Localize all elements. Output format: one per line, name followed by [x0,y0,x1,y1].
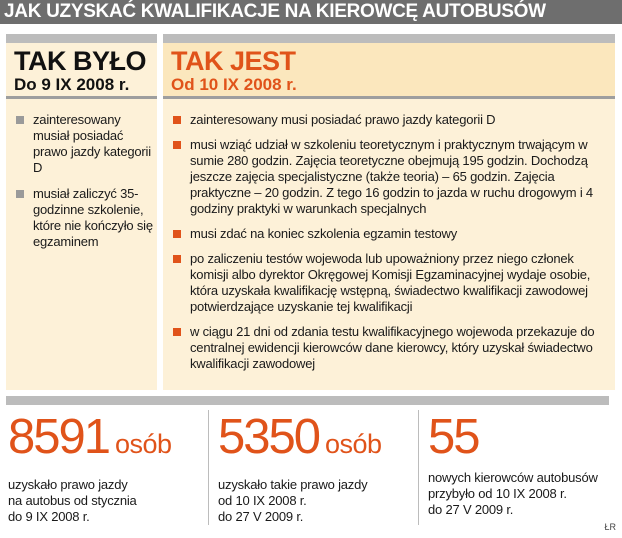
list-item: po zaliczeniu testów wojewoda lub upoważniony przez niego członek komisji albo dyrektor Okręgowej Komisji Egzaminacyjnej wydaje osobie, która uzyskała kwalifikację wstępną, świadectwo kwalifikacji zawodowej potwierdzające uzyskanie tej kwalifikacji [173,251,611,315]
square-bullet-icon [173,255,181,263]
before-list [16,112,154,260]
column-divider [418,410,419,525]
list-item: zainteresowany musiał posiadać prawo jazdy kategorii D [16,112,154,176]
before-panel [6,34,157,390]
stat-description: uzyskało takie prawo jazdy od 10 IX 2008 r. do 27 V 2009 r. [218,477,368,524]
list-item: musi zdać na koniec szkolenia egzamin testowy [173,226,611,242]
list-item: w ciągu 21 dni od zdania testu kwalifikacyjnego wojewoda przekazuje do centralnej ewidencji kierowców dane kierowcy, który uzyskał świadectwo kwalifikacji zawodowej [173,324,611,372]
list-item: musi wziąć udział w szkoleniu teoretycznym i praktycznym trwającym w sumie 280 godzin. Zajęcia teoretyczne obejmują 195 godzin. Dochodzą jeszcze zajęcia specjalistyczne (także teoria) – 65 godzin. Zajęcia praktyczne – 20 godzin. Z tego 16 godzin to jazda w ruchu drogowym i 4 godziny praktyki w warunkach specjalnych [173,137,611,217]
before-title: TAK BYŁO [14,46,146,76]
square-bullet-icon [16,190,24,198]
panel-top-bar [6,34,157,43]
square-bullet-icon [173,141,181,149]
now-heading [163,43,615,99]
panel-top-bar [163,34,615,43]
now-title: TAK JEST [171,46,296,76]
stat-number: 8591 osób [8,410,172,464]
square-bullet-icon [173,116,181,124]
section-divider [6,396,609,405]
stat-before [8,410,172,525]
now-list [173,112,611,381]
square-bullet-icon [16,116,24,124]
stat-number: 55 [428,410,479,464]
page-title: JAK UZYSKAĆ KWALIFIKACJE NA KIEROWCĘ AUTOBUSÓW [0,0,622,24]
list-item: musiał zaliczyć 35-godzinne szkolenie, które nie kończyło się egzaminem [16,186,154,250]
now-subtitle: Od 10 IX 2008 r. [171,75,297,94]
square-bullet-icon [173,230,181,238]
stat-number: 5350 osób [218,410,382,464]
stat-new-drivers [428,410,598,518]
square-bullet-icon [173,328,181,336]
stat-description: nowych kierowców autobusów przybyło od 10 IX 2008 r. do 27 V 2009 r. [428,470,598,517]
list-item: zainteresowany musi posiadać prawo jazdy kategorii D [173,112,611,128]
before-heading [6,43,157,99]
stat-now [218,410,382,525]
column-divider [208,410,209,525]
author-credit: ŁR [604,522,616,532]
now-panel [163,34,615,390]
before-subtitle: Do 9 IX 2008 r. [14,75,130,94]
stat-description: uzyskało prawo jazdy na autobus od stycznia do 9 IX 2008 r. [8,477,137,524]
